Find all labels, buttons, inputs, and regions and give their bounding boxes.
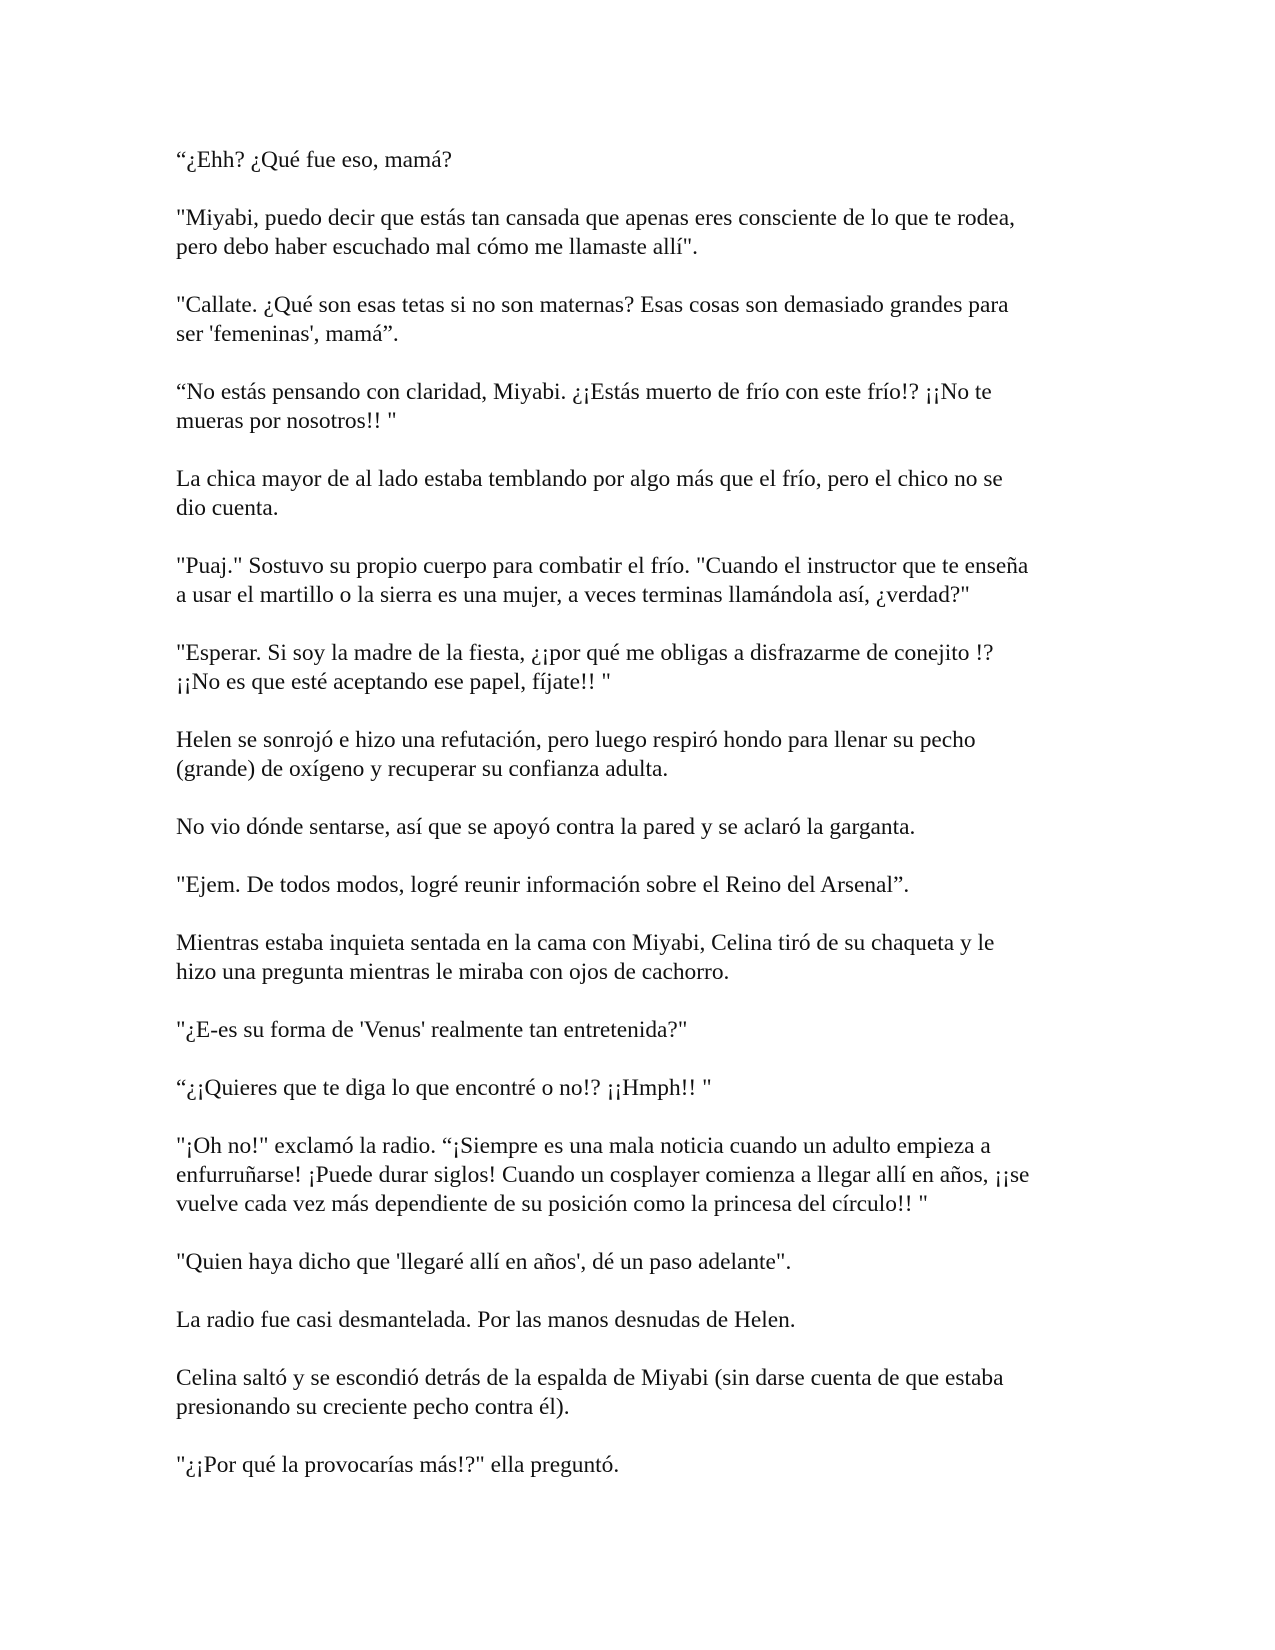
paragraph-line: “¿¡Quieres que te diga lo que encontré o no!? ¡¡Hmph!! " [176, 1075, 712, 1101]
paragraph-line: La chica mayor de al lado estaba temblando por algo más que el frío, pero el chico no se [176, 466, 1003, 492]
paragraph-2 [176, 204, 1096, 262]
paragraph-line: (grande) de oxígeno y recuperar su confianza adulta. [176, 756, 669, 782]
paragraph-line: vuelve cada vez más dependiente de su posición como la princesa del círculo!! " [176, 1191, 928, 1217]
paragraph-line: “¿Ehh? ¿Qué fue eso, mamá? [176, 147, 452, 173]
paragraph-line: La radio fue casi desmantelada. Por las manos desnudas de Helen. [176, 1307, 796, 1333]
paragraph-11 [176, 929, 1096, 987]
paragraph-6 [176, 552, 1096, 610]
paragraph-line: "¿¡Por qué la provocarías más!?" ella preguntó. [176, 1452, 620, 1478]
paragraph-line: "¿E-es su forma de 'Venus' realmente tan entretenida?" [176, 1017, 688, 1043]
paragraph-line: No vio dónde sentarse, así que se apoyó contra la pared y se aclaró la garganta. [176, 814, 916, 840]
paragraph-line: "Miyabi, puedo decir que estás tan cansada que apenas eres consciente de lo que te rodea, [176, 205, 1015, 231]
paragraph-line: dio cuenta. [176, 495, 279, 521]
paragraph-5 [176, 465, 1096, 523]
paragraph-15 [176, 1248, 1096, 1277]
paragraph-line: Mientras estaba inquieta sentada en la cama con Miyabi, Celina tiró de su chaqueta y le [176, 930, 995, 956]
paragraph-10 [176, 871, 1096, 900]
paragraph-12 [176, 1016, 1096, 1045]
paragraph-line: a usar el martillo o la sierra es una mujer, a veces terminas llamándola así, ¿verdad?" [176, 582, 970, 608]
paragraph-line: "Esperar. Si soy la madre de la fiesta, ¿¡por qué me obligas a disfrazarme de conejito !? [176, 640, 994, 666]
paragraph-line: Helen se sonrojó e hizo una refutación, pero luego respiró hondo para llenar su pecho [176, 727, 976, 753]
paragraph-line: "Puaj." Sostuvo su propio cuerpo para combatir el frío. "Cuando el instructor que te enseña [176, 553, 1029, 579]
paragraph-line: "Quien haya dicho que 'llegaré allí en años', dé un paso adelante". [176, 1249, 792, 1275]
paragraph-7 [176, 639, 1096, 697]
paragraph-8 [176, 726, 1096, 784]
document-body [176, 146, 1096, 1509]
paragraph-3 [176, 291, 1096, 349]
paragraph-line: "Callate. ¿Qué son esas tetas si no son maternas? Esas cosas son demasiado grandes para [176, 292, 1009, 318]
paragraph-16 [176, 1306, 1096, 1335]
paragraph-line: enfurruñarse! ¡Puede durar siglos! Cuando un cosplayer comienza a llegar allí en años, ¡¡se [176, 1162, 1030, 1188]
paragraph-14 [176, 1132, 1096, 1219]
paragraph-1 [176, 146, 1096, 175]
paragraph-line: “No estás pensando con claridad, Miyabi. ¿¡Estás muerto de frío con este frío!? ¡¡No te [176, 379, 992, 405]
paragraph-13 [176, 1074, 1096, 1103]
paragraph-line: "Ejem. De todos modos, logré reunir información sobre el Reino del Arsenal”. [176, 872, 910, 898]
paragraph-4 [176, 378, 1096, 436]
paragraph-9 [176, 813, 1096, 842]
paragraph-line: pero debo haber escuchado mal cómo me llamaste allí". [176, 234, 698, 260]
paragraph-line: Celina saltó y se escondió detrás de la espalda de Miyabi (sin darse cuenta de que estaba [176, 1365, 1004, 1391]
paragraph-line: "¡Oh no!" exclamó la radio. “¡Siempre es una mala noticia cuando un adulto empieza a [176, 1133, 991, 1159]
paragraph-line: ¡¡No es que esté aceptando ese papel, fíjate!! " [176, 669, 611, 695]
paragraph-line: ser 'femeninas', mamá”. [176, 321, 399, 347]
paragraph-18 [176, 1451, 1096, 1480]
paragraph-line: hizo una pregunta mientras le miraba con ojos de cachorro. [176, 959, 730, 985]
paragraph-line: mueras por nosotros!! " [176, 408, 397, 434]
paragraph-line: presionando su creciente pecho contra él). [176, 1394, 570, 1420]
paragraph-17 [176, 1364, 1096, 1422]
